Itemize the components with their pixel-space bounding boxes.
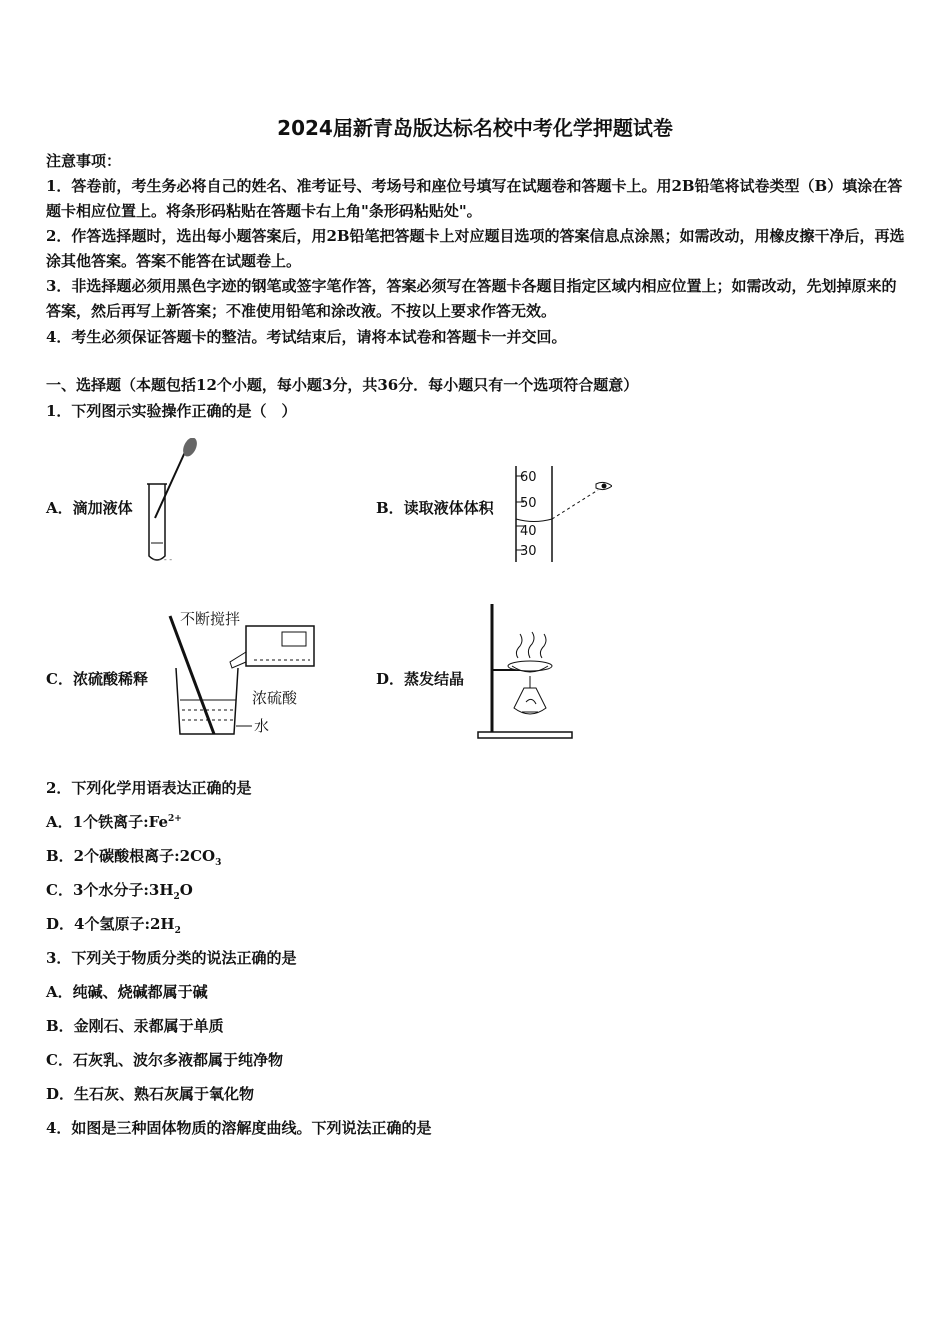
q2-c-text: C．3个水分子:3H xyxy=(46,881,174,899)
q2-a-text: A．1个铁离子:Fe xyxy=(46,813,168,831)
q1-option-b: B．读取液体体积 xyxy=(376,499,494,517)
q2-c-sub: 2 xyxy=(173,892,180,902)
figure-dilution xyxy=(160,604,320,744)
label-water: 水 xyxy=(254,717,270,735)
notice-item-2: 2．作答选择题时，选出每小题答案后，用2B铅笔把答题卡上对应题目选项的答案信息点涂黑；如需改动，用橡皮擦干净后，再选涂其他答案。答案不能答在试题卷上。 xyxy=(46,227,905,270)
tick-label: 60 xyxy=(520,470,537,485)
notice-item-4: 4．考生必须保证答题卡的整洁。考试结束后，请将本试卷和答题卡一并交回。 xyxy=(46,328,567,346)
tick-label: 30 xyxy=(520,544,537,559)
notice-heading: 注意事项： xyxy=(46,152,122,170)
q2-a-sup: 2+ xyxy=(168,814,182,824)
figure-dropper xyxy=(135,438,215,564)
label-stir: 不断搅拌 xyxy=(180,610,241,628)
q2-stem: 2．下列化学用语表达正确的是 xyxy=(46,779,252,797)
q1-option-a: A．滴加液体 xyxy=(46,499,133,517)
q1-option-c: C．浓硫酸稀释 xyxy=(46,670,148,688)
q2-option-c xyxy=(46,879,193,902)
q3-option-c: C．石灰乳、波尔多液都属于纯净物 xyxy=(46,1051,283,1069)
svg-text:- - - -: - - - - xyxy=(153,555,173,564)
figure-cylinder xyxy=(512,464,612,564)
label-acid: 浓硫酸 xyxy=(252,689,298,707)
tick-label: 50 xyxy=(520,496,537,511)
q3-option-a: A．纯碱、烧碱都属于碱 xyxy=(46,983,208,1001)
notice-item-3: 3．非选择题必须用黑色字迹的钢笔或签字笔作答，答案必须写在答题卡各题目指定区域内相应位置上；如需改动，先划掉原来的答案，然后再写上新答案；不准使用铅笔和涂改液。不按以上要求作答无效。 xyxy=(46,277,897,320)
q2-option-d xyxy=(46,913,181,936)
q2-c-tail: O xyxy=(179,881,193,899)
section-heading: 一、选择题（本题包括12个小题，每小题3分，共36分．每小题只有一个选项符合题意） xyxy=(46,376,639,394)
page-title: 2024届新青岛版达标名校中考化学押题试卷 xyxy=(277,116,673,140)
q2-option-a xyxy=(46,811,182,832)
figure-evaporation xyxy=(474,602,574,740)
tick-label: 40 xyxy=(520,524,537,539)
notice-item-1: 1．答卷前，考生务必将自己的姓名、准考证号、考场号和座位号填写在试题卷和答题卡上。用2B铅笔将试卷类型（B）填涂在答题卡相应位置上。将条形码粘贴在答题卡右上角"条形码粘贴处"。 xyxy=(46,177,903,220)
q2-b-text: B．2个碳酸根离子:2CO xyxy=(46,847,216,865)
q2-d-sub: 2 xyxy=(174,926,181,936)
q3-option-b: B．金刚石、汞都属于单质 xyxy=(46,1017,224,1035)
q3-stem: 3．下列关于物质分类的说法正确的是 xyxy=(46,949,297,967)
q3-option-d: D．生石灰、熟石灰属于氧化物 xyxy=(46,1085,255,1103)
q2-d-text: D．4个氢原子:2H xyxy=(46,915,175,933)
q2-option-b xyxy=(46,845,221,868)
q1-option-d: D．蒸发结晶 xyxy=(376,670,465,688)
q2-b-sub: 3 xyxy=(215,858,222,868)
q1-stem: 1．下列图示实验操作正确的是（ ） xyxy=(46,402,297,420)
q4-stem: 4．如图是三种固体物质的溶解度曲线。下列说法正确的是 xyxy=(46,1119,432,1137)
